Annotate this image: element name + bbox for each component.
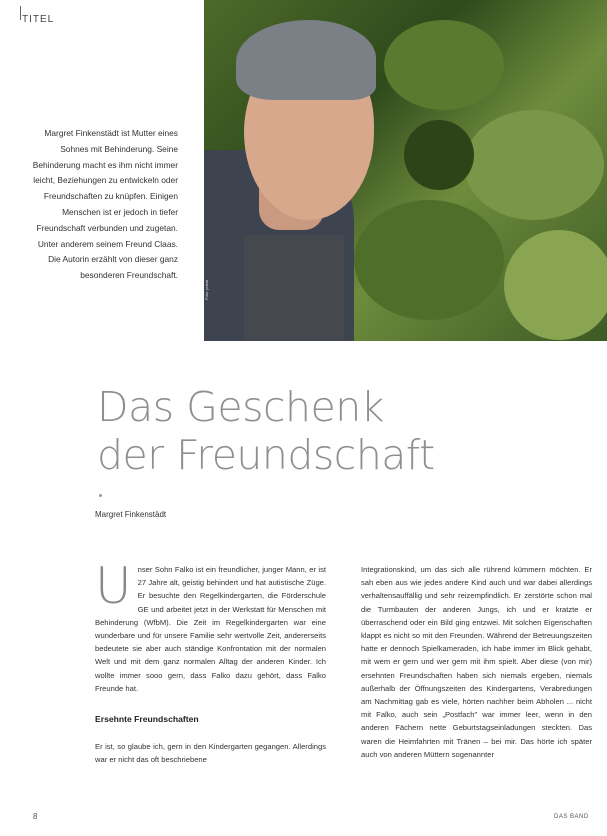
page-number: 8 [33, 812, 38, 821]
body-paragraph-3: Integrationskind, um das sich alle rührend kümmern möchten. Er sah eben aus wie jedes andere Kind auch und war dabei allerdings verhaltensauffällig und sehr reizempfindlich. Er zerstörte schon mal die Turmbauten der anderen Jungs, ich und er kratzte er überraschend oder ein Bild ging entzwei. Mit solchen Eigenschaften klappt es nicht so mit den Freunden. Während der Betreuungszeiten hatte er dennoch Spielkameraden, ich habe immer im Blick gehabt, mit wem er gern und wer gern mit ihm spielt. Aber diese (von mir) ersehnten Freundschaften haben sich niemals ergeben, niemals außerhalb der Öffnungszeiten des Kindergartens, Verabredungen am Nachmittag gab es viele, hörten nachher beim Abholen ... nicht mit Falko, auch sein „Postfach" war immer leer, wenn in den anderen Fächern nette Geburtstagseinladungen steckten. Das waren die Heimfahrten mit Tränen – bei mir. Das hörte ich später auch von anderen Müttern sogenannter [361, 565, 592, 759]
subheading: Ersehnte Freundschaften [95, 714, 199, 725]
body-column-right [361, 563, 592, 761]
title-line-2: der Freundschaft [97, 431, 435, 479]
title-bullet [99, 494, 102, 497]
drop-cap: U [95, 557, 132, 615]
title-line-1: Das Geschenk [97, 383, 384, 431]
section-label: TITEL [22, 14, 55, 25]
body-paragraph-2: Er ist, so glaube ich, gern in den Kindergarten gegangen. Allerdings war er nicht das oft beschriebene [95, 742, 326, 765]
photo-credit: Foto: privat [204, 279, 209, 300]
article-title [97, 383, 435, 479]
magazine-footer: DAS BAND [554, 814, 589, 820]
author-name: Margret Finkenstädt [95, 510, 167, 519]
section-rule [20, 6, 21, 20]
intro-text: Margret Finkenstädt ist Mutter eines Sohnes mit Behinderung. Seine Behinderung macht es ihm nicht immer leicht, Beziehungen zu entwickeln oder Freundschaften zu knüpfen. Einigen Menschen ist er jedoch in tiefer Freundschaft verbunden und zugetan. Unter anderem seinem Freund Claas. Die Autorin erzählt von dieser ganz besonderen Freundschaft. [32, 128, 178, 281]
article-photo [204, 0, 607, 341]
body-paragraph-1: nser Sohn Falko ist ein freundlicher, junger Mann, er ist 27 Jahre alt, geistig behindert und hat autistische Züge. Er besuchte den Regelkindergarten, die Förderschule GE und arbeitet jetzt in der Werkstatt für Menschen mit Behinderung (WfbM). Die Zeit im Regelkindergarten war eine wunderbare und für unsere Familie sehr wertvolle Zeit, andererseits bedeutete sie aber auch ständige Konfrontation mit der normalen Welt und mit dem ganz normalen Alltag der anderen Kinder. Ich wollte immer sooo gern, dass Falko dazu gehört, dass Falko Freunde hat. [95, 565, 326, 693]
body-column-left [95, 557, 326, 767]
